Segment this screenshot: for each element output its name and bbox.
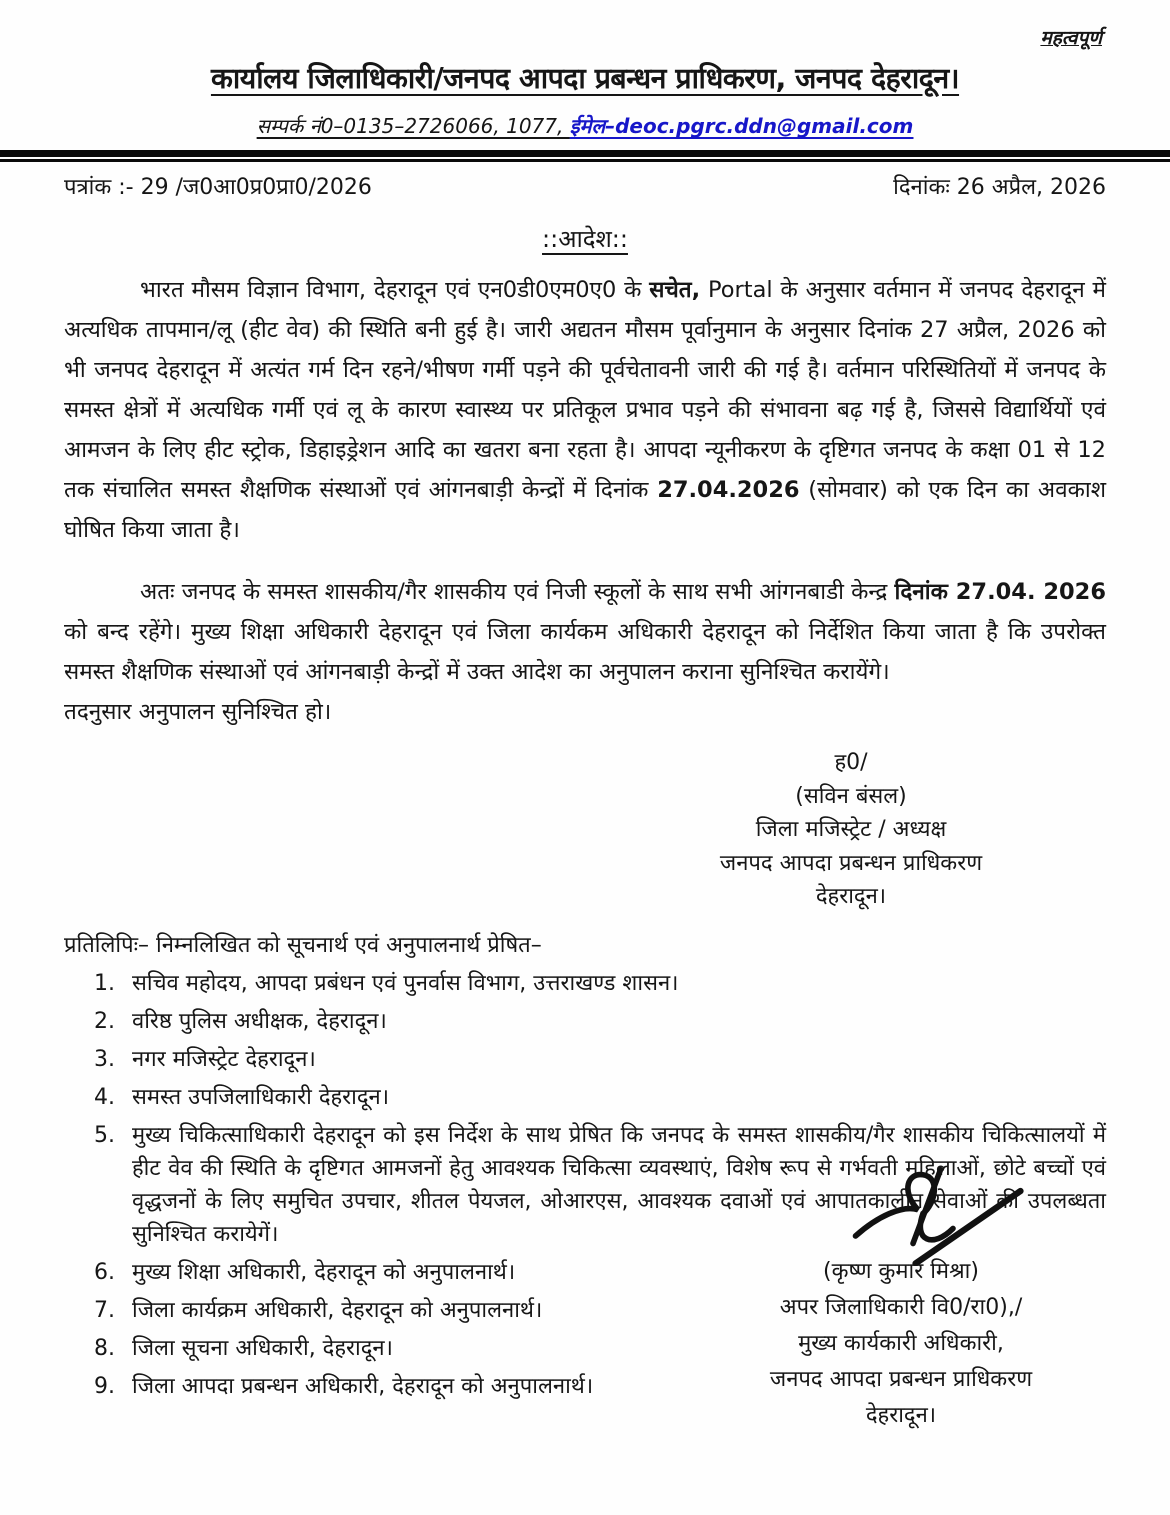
office-title: कार्यालय जिलाधिकारी/जनपद आपदा प्रबन्धन प्राधिकरण, जनपद देहरादून। [210,62,960,95]
order-heading: ::आदेश:: [542,225,628,253]
list-item [64,1081,1106,1114]
item-number: 9. [94,1373,115,1399]
para1-text: (सोमवार) को एक दिन का अवकाश घोषित किया जाता है। [64,477,1106,543]
signatory-designation-2: मुख्य कार्यकारी अधिकारी, [798,1331,1004,1356]
reference-row [64,171,1106,201]
signatory-designation: जिला मजिस्ट्रेट / अध्यक्ष [755,817,947,842]
signatory-org: जनपद आपदा प्रबन्धन प्राधिकरण [769,1367,1033,1392]
contact-phone: सम्पर्क नं0–0135–2726066, 1077, [256,114,570,138]
item-text: जिला आपदा प्रबन्धन अधिकारी, देहरादून को अनुपालनार्थ। [132,1373,594,1399]
item-number: 5. [94,1122,115,1148]
para2-text: को बन्द रहेंगे। मुख्य शिक्षा अधिकारी देहरादून एवं जिला कार्यकम अधिकारी देहरादून को निर्देशित किया जाता है कि उपरोक्त समस्त शैक्षणिक संस्थाओं एवं आंगनबाड़ी केन्द्रों में उक्त आदेश का अनुपालन कराना सुनिश्चित करायेंगे। [64,619,1106,685]
item-number: 2. [94,1008,115,1034]
paragraph-3: तदनुसार अनुपालन सुनिश्चित हो। [64,699,332,725]
item-text: सचिव महोदय, आपदा प्रबंधन एवं पुनर्वास विभाग, उत्तराखण्ड शासन। [132,970,679,996]
header-divider [0,150,1170,162]
item-number: 7. [94,1297,115,1323]
para2-date-bold: दिनांक 27.04. 2026 [894,579,1106,605]
signatory-name: (कृष्ण कुमार मिश्रा) [823,1259,979,1284]
item-text: वरिष्ठ पुलिस अधीक्षक, देहरादून। [132,1008,387,1034]
item-number: 1. [94,970,115,996]
para1-emphasis: सचेत, [649,277,701,303]
item-text: जिला सूचना अधिकारी, देहरादून। [132,1335,393,1361]
paragraph-2 [64,572,1106,692]
signatory-org: जनपद आपदा प्रबन्धन प्राधिकरण [719,850,983,876]
para1-date-bold: 27.04.2026 [657,477,800,503]
item-text: मुख्य चिकित्साधिकारी देहरादून को इस निर्देश के साथ प्रेषित कि जनपद के समस्त शासकीय/गैर शासकीय चिकित्सालयों में हीट वेव की स्थिति के दृष्टिगत आमजनों हेतु आवश्यक चिकित्सा व्यवस्थाएं, विशेष रूप से गर्भवती महिलाओं, छोटे बच्चों एवं वृद्धजनों के लिए समुचित उपचार, शीतल पेयजल, ओआरएस, आवश्यक दवाओं एवं आपातकालीन सेवाओं की उपलब्धता सुनिश्चित करायेगें। [132,1122,1106,1247]
para1-text: Portal के अनुसार वर्तमान में जनपद देहरादून में अत्यधिक तापमान/लू (हीट वेव) की स्थिति बनी हुई है। जारी अद्यतन मौसम पूर्वानुमान के अनुसार दिनांक 27 अप्रैल, 2026 को भी जनपद देहरादून में अत्यंत गर्म दिन रहने/भीषण गर्मी पड़ने की पूर्वचेतावनी जारी की गई है। वर्तमान परिस्थितियों में जनपद के समस्त क्षेत्रों में अत्यधिक गर्मी एवं लू के कारण स्वास्थ्य पर प्रतिकूल प्रभाव पड़ने की संभावना बढ़ गई है, जिससे विद्यार्थियों एवं आमजन के लिए हीट स्ट्रोक, डिहाइड्रेशन आदि का खतरा बना रहता है। आपदा न्यूनीकरण के दृष्टिगत जनपद के कक्षा 01 से 12 तक संचालित समस्त शैक्षणिक संस्थाओं एवं आंगनबाड़ी केन्द्रों में दिनांक [64,277,1107,503]
signed-mark: ह0/ [834,750,868,775]
list-item [64,1043,1106,1076]
signatory-name: (सविन बंसल) [795,783,907,809]
signatory-place: देहरादून। [865,1403,937,1428]
signatory-block-adm [706,1254,1096,1434]
letter-date: दिनांकः 26 अप्रैल, 2026 [893,175,1106,200]
item-number: 3. [94,1046,115,1072]
para1-text: भारत मौसम विज्ञान विभाग, देहरादून एवं एन0डी0एम0ए0 के [140,277,650,303]
contact-email-link[interactable]: ईमेल–deoc.pgrc.ddn@gmail.com [569,114,914,138]
copy-section-heading: प्रतिलिपिः– निम्नलिखित को सूचनार्थ एवं अनुपालनार्थ प्रेषित– [64,932,542,958]
item-text: समस्त उपजिलाधिकारी देहरादून। [132,1084,390,1110]
item-number: 4. [94,1084,115,1110]
paragraph-1 [64,270,1106,550]
item-number: 6. [94,1259,115,1285]
item-text: नगर मजिस्ट्रेट देहरादून। [132,1046,316,1072]
signatory-designation: अपर जिलाधिकारी वि0/रा0),/ [779,1295,1023,1320]
item-number: 8. [94,1335,115,1361]
signatory-block-dm [676,746,1026,914]
contact-line [64,112,1106,139]
list-item [64,967,1106,1000]
item-text: मुख्य शिक्षा अधिकारी, देहरादून को अनुपालनार्थ। [132,1259,516,1285]
signatory-place: देहरादून। [815,884,887,909]
letter-number: पत्रांक :- 29 /ज0आ0प्र0प्रा0/2026 [64,175,372,200]
list-item [64,1005,1106,1038]
handwritten-signature-icon [843,1166,1033,1266]
para2-text: अतः जनपद के समस्त शासकीय/गैर शासकीय एवं निजी स्कूलों के साथ सभी आंगनबाडी केन्द्र [140,579,895,605]
important-label: महत्वपूर्ण [1040,27,1102,49]
item-text: जिला कार्यक्रम अधिकारी, देहरादून को अनुपालनार्थ। [132,1297,543,1323]
